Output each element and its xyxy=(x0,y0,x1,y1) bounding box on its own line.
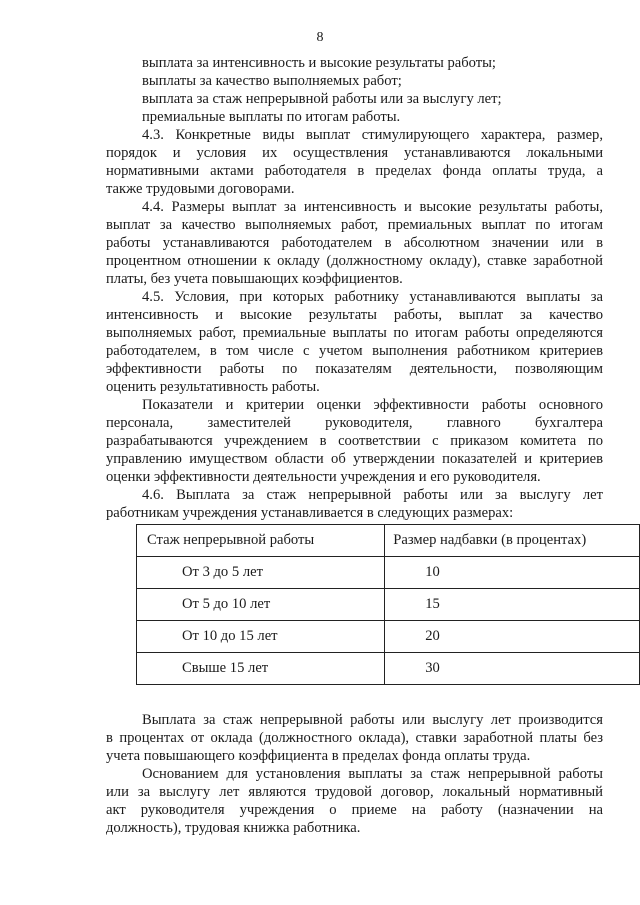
paragraph-4-6-line: 4.6. Выплата за стаж непрерывной работы или за выслугу лет xyxy=(142,487,603,503)
seniority-table xyxy=(136,524,640,685)
table-header-cell: Стаж непрерывной работы xyxy=(137,525,385,557)
paragraph-4-5-line: интенсивность и высокие результаты работы, выплат за качество xyxy=(106,307,603,323)
paragraph-4-6-line: работникам учреждения устанавливается в следующих размерах: xyxy=(106,505,514,521)
paragraph-basis-line: должность), трудовая книжка работника. xyxy=(106,820,361,836)
paragraph-4-5-line: выполняемых работ, премиальные выплаты по итогам работы определяются xyxy=(106,325,603,341)
paragraph-4-3-line: также трудовыми договорами. xyxy=(106,181,295,197)
paragraph-4-5-line: 4.5. Условия, при которых работнику устанавливаются выплаты за xyxy=(142,289,603,305)
paragraph-4-3-line: порядок и условия их осуществления устанавливаются локальными xyxy=(106,145,603,161)
paragraph-basis-line: Основанием для установления выплаты за стаж непрерывной работы xyxy=(142,766,603,782)
paragraph-criteria-line: Показатели и критерии оценки эффективности работы основного xyxy=(142,397,603,413)
table-row xyxy=(137,557,640,589)
paragraph-4-4-line: платы, без учета повышающих коэффициентов. xyxy=(106,271,403,287)
paragraph-basis-line: или за выслугу лет являются трудовой договор, локальный нормативный xyxy=(106,784,603,800)
paragraph-4-4-line: процентном отношении к окладу (должностному окладу), ставке заработной xyxy=(106,253,603,269)
paragraph-4-5-line: оценить результативность работы. xyxy=(106,379,320,395)
table-cell: От 10 до 15 лет xyxy=(137,621,385,653)
table-header-cell: Размер надбавки (в процентах) xyxy=(385,525,640,557)
paragraph-4-3-line: 4.3. Конкретные виды выплат стимулирующего характера, размер, xyxy=(142,127,603,143)
list-item: премиальные выплаты по итогам работы. xyxy=(142,109,401,125)
table-cell: 10 xyxy=(385,557,640,589)
paragraph-4-4-line: работы устанавливаются работодателем в абсолютном значении или в xyxy=(106,235,603,251)
paragraph-criteria-line: персонала, заместителей руководителя, главного бухгалтера xyxy=(106,415,603,431)
paragraph-4-3-line: нормативными актами работодателя в пределах фонда оплаты труда, а xyxy=(106,163,603,179)
table-cell: От 3 до 5 лет xyxy=(137,557,385,589)
paragraph-4-5-line: работодателем, в том числе с учетом выполнения работником критериев xyxy=(106,343,603,359)
page-number: 8 xyxy=(316,30,324,45)
paragraph-criteria-line: управлению имуществом области об утверждении показателей и критериев xyxy=(106,451,603,467)
paragraph-4-4-line: выплат за качество выполняемых работ, премиальных выплат по итогам xyxy=(106,217,603,233)
paragraph-after-table-line: в процентах от оклада (должностного оклада), ставки заработной платы без xyxy=(106,730,603,746)
list-item: выплата за интенсивность и высокие результаты работы; xyxy=(142,55,496,71)
list-item: выплаты за качество выполняемых работ; xyxy=(142,73,402,89)
paragraph-after-table-line: Выплата за стаж непрерывной работы или выслугу лет производится xyxy=(142,712,603,728)
paragraph-after-table-line: учета повышающего коэффициента в пределах фонда оплаты труда. xyxy=(106,748,531,764)
table-header-row xyxy=(137,525,640,557)
table-cell: 15 xyxy=(385,589,640,621)
table-row xyxy=(137,653,640,685)
paragraph-4-4-line: 4.4. Размеры выплат за интенсивность и высокие результаты работы, xyxy=(142,199,603,215)
table-cell: 30 xyxy=(385,653,640,685)
table-cell: 20 xyxy=(385,621,640,653)
paragraph-criteria-line: оценки эффективности деятельности учреждения и его руководителя. xyxy=(106,469,541,485)
paragraph-4-5-line: эффективности работы по показателям деятельности, позволяющим xyxy=(106,361,603,377)
list-item: выплата за стаж непрерывной работы или за выслугу лет; xyxy=(142,91,502,107)
table-row xyxy=(137,589,640,621)
table-cell: Свыше 15 лет xyxy=(137,653,385,685)
table-cell: От 5 до 10 лет xyxy=(137,589,385,621)
paragraph-basis-line: акт руководителя учреждения о приеме на работу (назначении на xyxy=(106,802,603,818)
table-row xyxy=(137,621,640,653)
paragraph-criteria-line: разрабатываются учреждением в соответствии с приказом комитета по xyxy=(106,433,603,449)
